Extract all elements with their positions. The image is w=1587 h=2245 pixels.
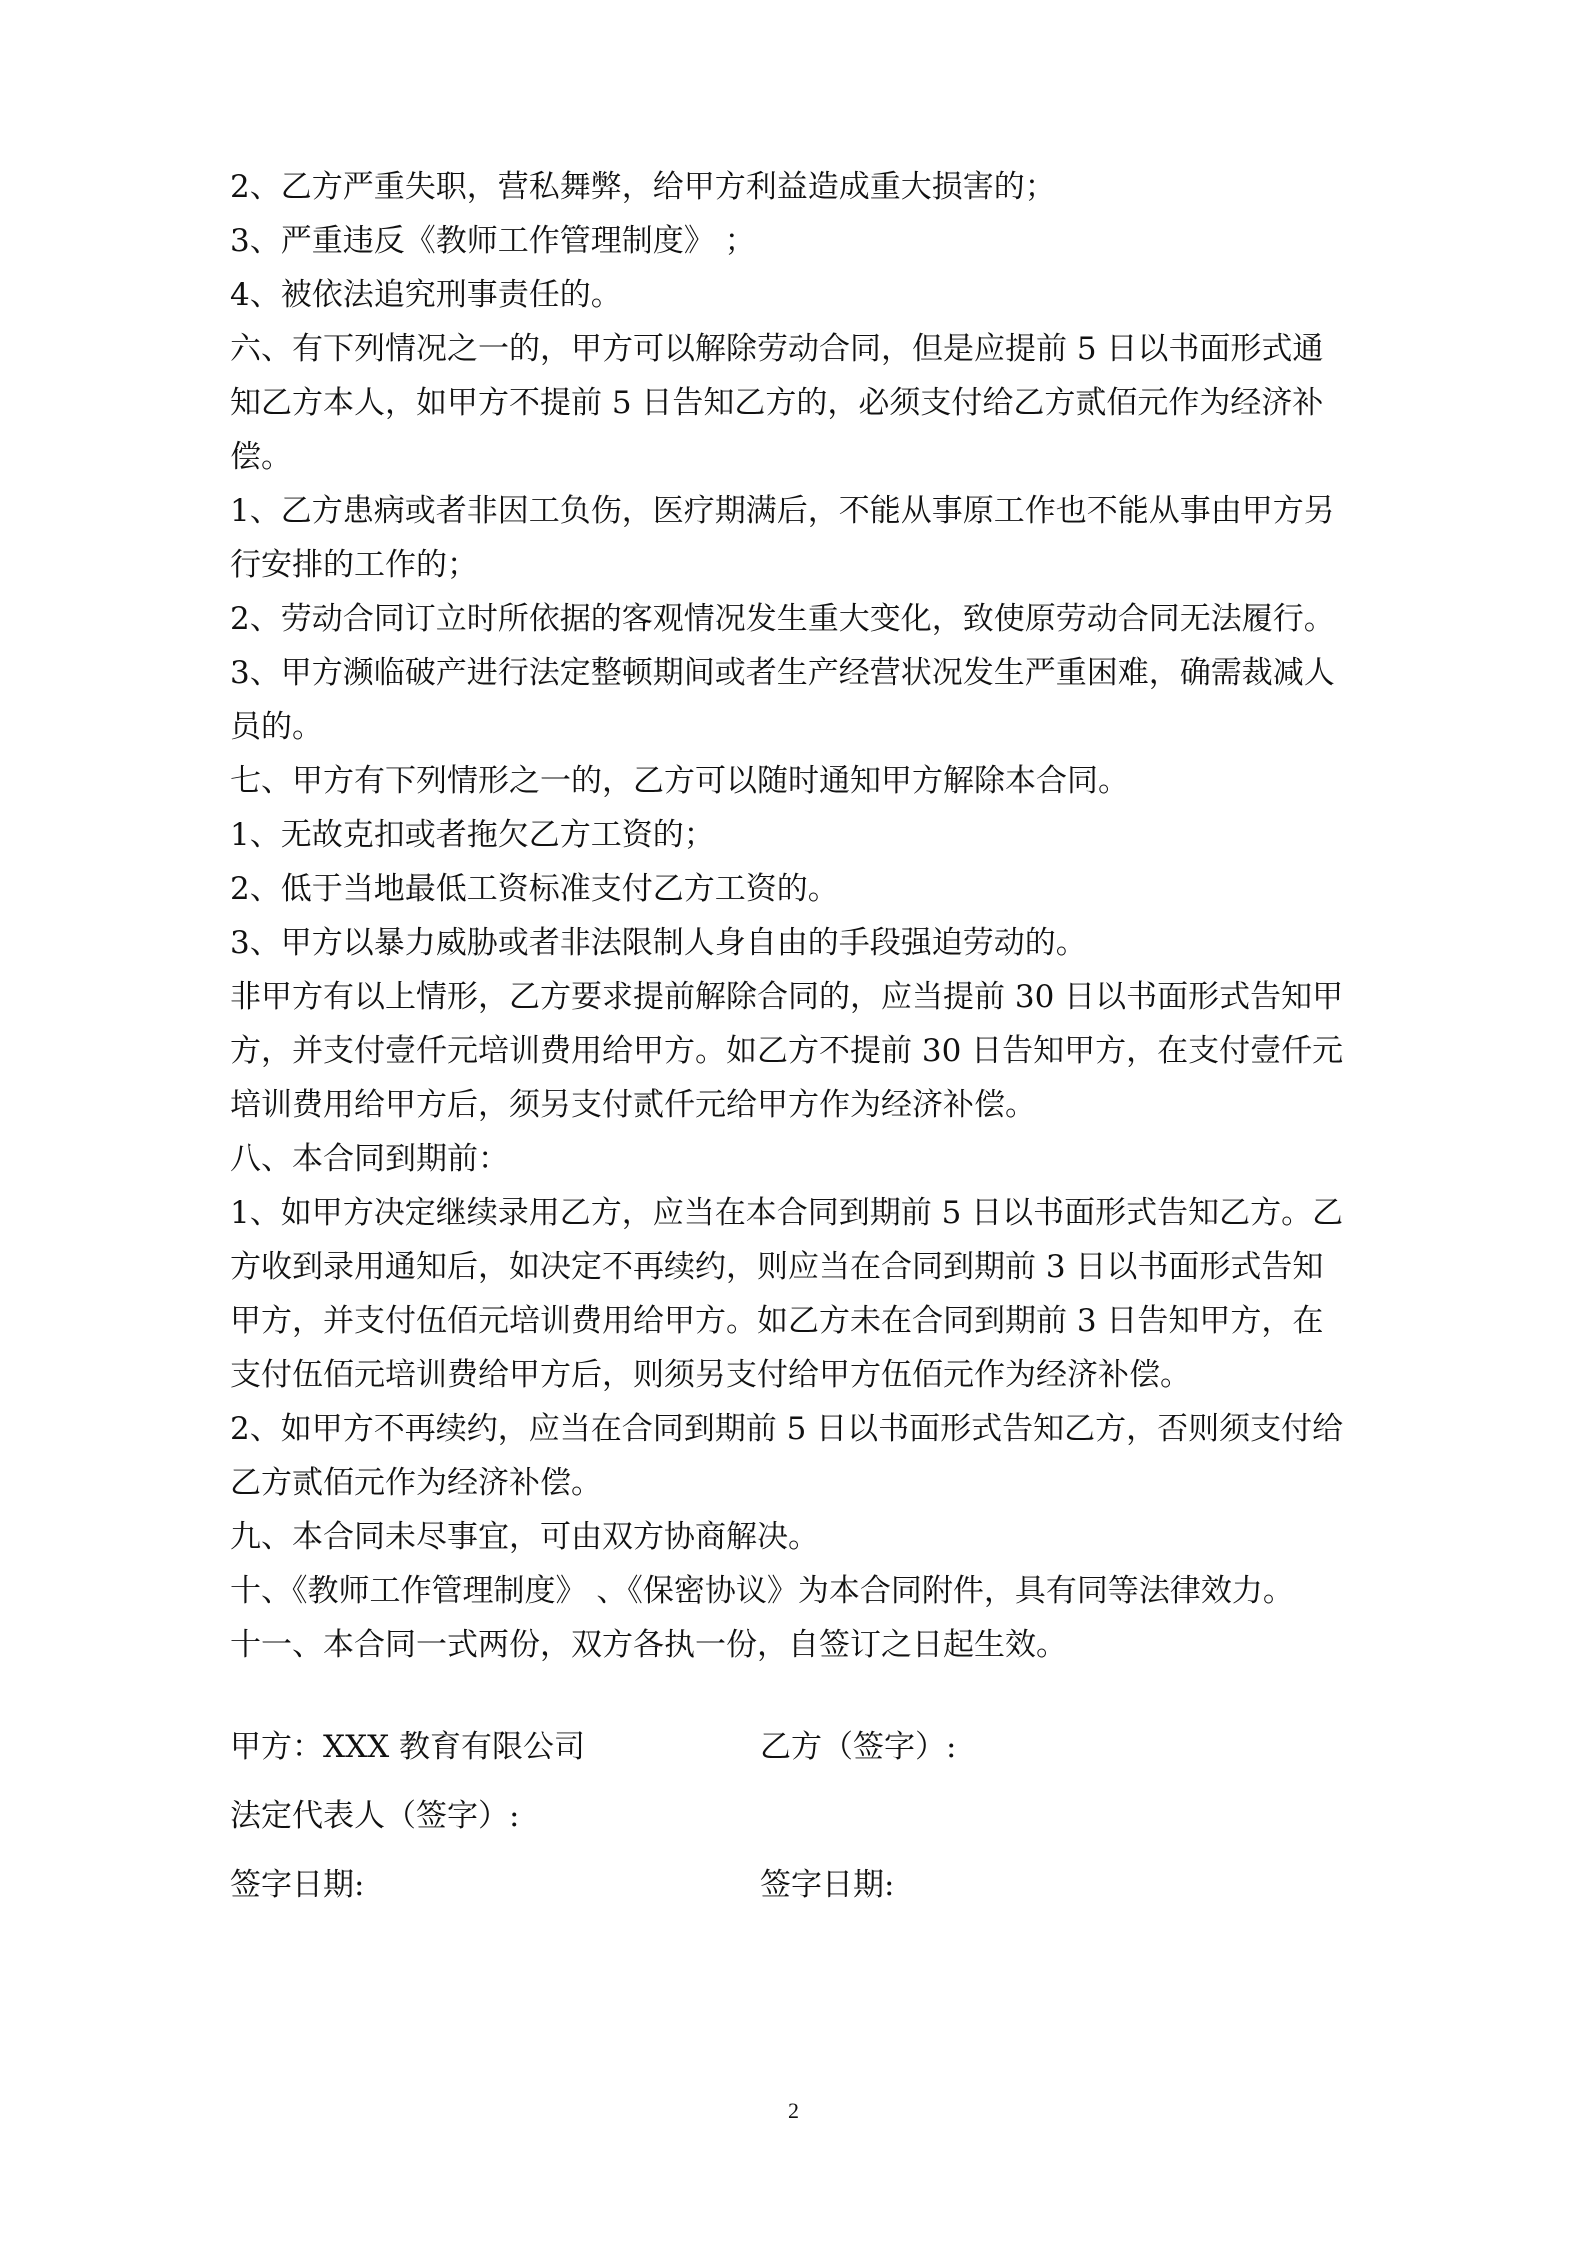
text-line: 甲方，并支付伍佰元培训费用给甲方。如乙方未在合同到期前 3 日告知甲方，在 <box>230 1303 1324 1339</box>
signature-row-dates <box>230 1863 1380 1932</box>
party-a-label: 甲方：XXX 教育有限公司 <box>230 1729 586 1765</box>
text-line: 3、甲方以暴力威胁或者非法限制人身自由的手段强迫劳动的。 <box>230 925 1087 961</box>
contract-body <box>230 160 1380 1672</box>
text-line: 知乙方本人，如甲方不提前 5 日告知乙方的，必须支付给乙方贰佰元作为经济补 <box>230 385 1324 421</box>
text-line: 十一、本合同一式两份，双方各执一份，自签订之日起生效。 <box>230 1627 1067 1663</box>
date-a-label: 签字日期: <box>230 1867 365 1903</box>
legal-rep-label: 法定代表人（签字）: <box>230 1798 520 1834</box>
text-line: 2、乙方严重失职，营私舞弊，给甲方利益造成重大损害的； <box>230 169 1056 205</box>
signature-row-parties <box>230 1725 1380 1794</box>
text-line: 2、如甲方不再续约，应当在合同到期前 5 日以书面形式告知乙方，否则须支付给 <box>230 1411 1344 1447</box>
text-line: 方，并支付壹仟元培训费用给甲方。如乙方不提前 30 日告知甲方，在支付壹仟元 <box>230 1033 1344 1069</box>
text-line: 1、无故克扣或者拖欠乙方工资的； <box>230 817 715 853</box>
text-line: 行安排的工作的； <box>230 547 478 583</box>
page-number: 2 <box>788 2098 799 2123</box>
signature-row-legal-rep <box>230 1794 1380 1863</box>
text-line: 方收到录用通知后，如决定不再续约，则应当在合同到期前 3 日以书面形式告知 <box>230 1249 1324 1285</box>
text-line: 十、《教师工作管理制度》 、《保密协议》为本合同附件，具有同等法律效力。 <box>230 1573 1294 1609</box>
text-line: 六、有下列情况之一的，甲方可以解除劳动合同，但是应提前 5 日以书面形式通 <box>230 331 1324 367</box>
text-line: 员的。 <box>230 709 323 745</box>
text-line: 八、本合同到期前： <box>230 1141 509 1177</box>
text-line: 3、甲方濒临破产进行法定整顿期间或者生产经营状况发生严重困难，确需裁减人 <box>230 655 1335 691</box>
text-line: 培训费用给甲方后，须另支付贰仟元给甲方作为经济补偿。 <box>230 1087 1036 1123</box>
text-line: 乙方贰佰元作为经济补偿。 <box>230 1465 602 1501</box>
party-b-label: 乙方（签字）: <box>760 1729 957 1765</box>
text-line: 3、严重违反《教师工作管理制度》 ； <box>230 223 756 259</box>
text-line: 偿。 <box>230 439 292 475</box>
text-line: 非甲方有以上情形，乙方要求提前解除合同的，应当提前 30 日以书面形式告知甲 <box>230 979 1344 1015</box>
date-b-label: 签字日期: <box>760 1867 895 1903</box>
text-line: 2、低于当地最低工资标准支付乙方工资的。 <box>230 871 839 907</box>
text-line: 支付伍佰元培训费给甲方后，则须另支付给甲方伍佰元作为经济补偿。 <box>230 1357 1191 1393</box>
text-line: 4、被依法追究刑事责任的。 <box>230 277 622 313</box>
text-line: 1、乙方患病或者非因工负伤，医疗期满后，不能从事原工作也不能从事由甲方另 <box>230 493 1335 529</box>
signature-block <box>230 1725 1380 1932</box>
text-line: 2、劳动合同订立时所依据的客观情况发生重大变化，致使原劳动合同无法履行。 <box>230 601 1335 637</box>
text-line: 1、如甲方决定继续录用乙方，应当在本合同到期前 5 日以书面形式告知乙方。乙 <box>230 1195 1344 1231</box>
text-line: 九、本合同未尽事宜，可由双方协商解决。 <box>230 1519 819 1555</box>
text-line: 七、甲方有下列情形之一的，乙方可以随时通知甲方解除本合同。 <box>230 763 1129 799</box>
